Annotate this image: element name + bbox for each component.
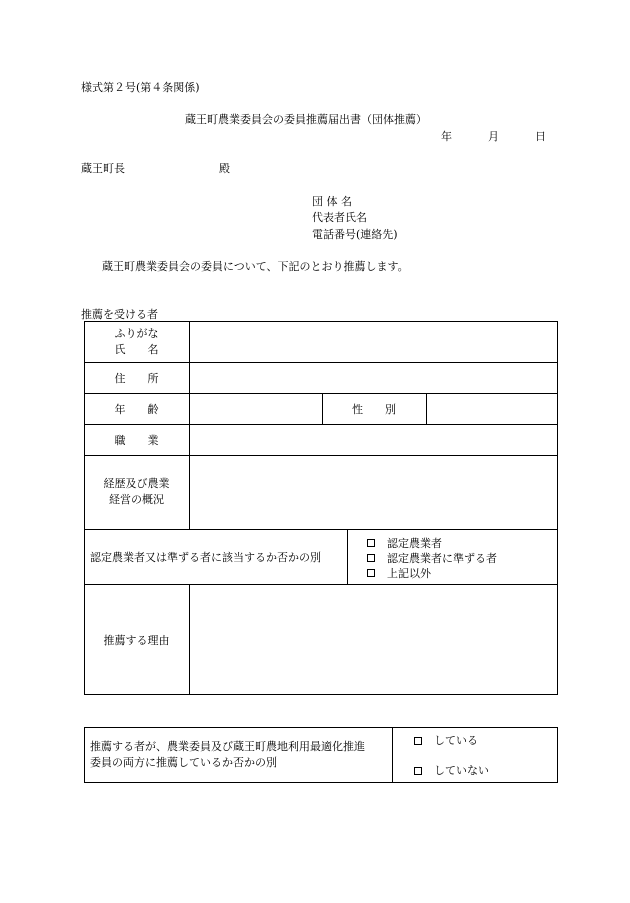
certified-question: 認定農業者又は準ずる者に該当するか否かの別 <box>90 550 321 564</box>
certified-option-label: 認定農業者に準ずる者 <box>387 551 497 565</box>
dual-option-label: している <box>434 734 478 747</box>
document-title: 蔵王町農業委員会の委員推薦届出書（団体推薦） <box>185 113 427 126</box>
name-label-cell <box>84 321 189 362</box>
dual-nomination-divider <box>392 727 393 783</box>
name-label: 氏 名 <box>114 342 159 356</box>
certified-option-label: 認定農業者 <box>387 536 442 550</box>
checkbox-icon[interactable] <box>414 737 422 745</box>
address-label: 住 所 <box>114 371 159 385</box>
checkbox-icon[interactable] <box>367 554 375 562</box>
certified-option[interactable] <box>367 565 552 580</box>
certified-divider <box>347 529 348 584</box>
career-input[interactable] <box>190 456 557 529</box>
checkbox-icon[interactable] <box>367 539 375 547</box>
honorific: 殿 <box>219 162 230 175</box>
reason-label: 推薦する理由 <box>103 633 170 647</box>
form-number: 様式第２号(第４条関係) <box>81 81 200 94</box>
dual-nomination-question <box>90 727 390 783</box>
certified-option[interactable] <box>367 550 552 565</box>
section-label: 推薦を受ける者 <box>81 308 158 321</box>
gender-input[interactable] <box>427 394 557 424</box>
age-input[interactable] <box>190 394 322 424</box>
dual-option-no[interactable] <box>414 763 489 778</box>
certified-option[interactable] <box>367 535 552 550</box>
career-label-cell <box>84 455 189 529</box>
phone-label: 電話番号(連絡先) <box>312 228 398 241</box>
intro-text: 蔵王町農業委員会の委員について、下記のとおり推薦します。 <box>102 260 409 273</box>
career-label-line2: 経営の概況 <box>109 493 164 506</box>
dual-question-line2: 委員の両方に推薦しているか否かの別 <box>90 756 277 769</box>
checkbox-icon[interactable] <box>367 569 375 577</box>
name-input[interactable] <box>190 322 557 362</box>
career-label-line1: 経歴及び農業 <box>103 477 170 490</box>
dual-question-line1: 推薦する者が、農業委員及び蔵王町農地利用最適化推進 <box>90 740 365 753</box>
date-year: 年 <box>441 130 452 143</box>
addressee: 蔵王町長 <box>81 162 125 175</box>
occupation-label: 職 業 <box>114 433 159 447</box>
dual-option-yes[interactable] <box>414 733 478 748</box>
checkbox-icon[interactable] <box>414 767 422 775</box>
date-month: 月 <box>488 130 499 143</box>
certified-options <box>367 535 552 580</box>
occupation-input[interactable] <box>190 425 557 455</box>
representative-label: 代表者氏名 <box>312 211 367 224</box>
furigana-label: ふりがな <box>114 326 159 340</box>
gender-label: 性 別 <box>352 402 396 416</box>
date-day: 日 <box>535 130 546 143</box>
age-label: 年 齢 <box>114 402 159 416</box>
org-name-label: 団 体 名 <box>312 195 352 208</box>
reason-input[interactable] <box>190 585 557 694</box>
address-input[interactable] <box>190 363 557 393</box>
dual-option-label: していない <box>434 764 489 777</box>
certified-option-label: 上記以外 <box>387 566 431 580</box>
